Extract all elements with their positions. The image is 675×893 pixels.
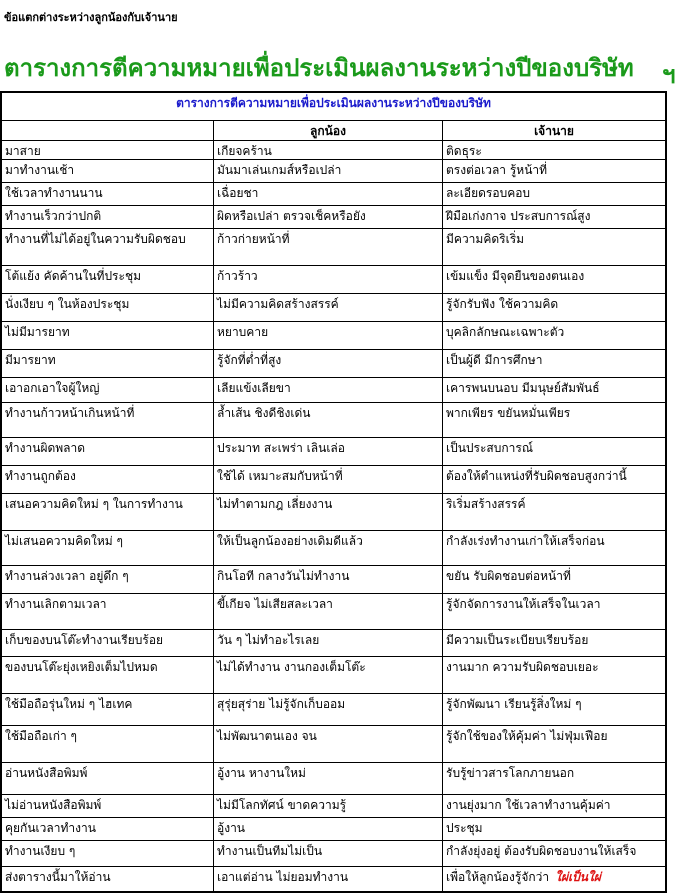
- cell-boss-text: เป็นประสบการณ์: [446, 441, 533, 455]
- cell-behavior: [1, 531, 214, 566]
- cell-subordinate: [214, 818, 443, 841]
- table-row: [1, 867, 666, 892]
- cell-behavior: [1, 206, 214, 229]
- cell-subordinate-text: ไม่มีโลกทัศน์ ขาดความรู้: [217, 798, 347, 812]
- cell-subordinate-text: ใช้ได้ เหมาะสมกับหน้าที่: [217, 469, 343, 483]
- cell-behavior-text: ของบนโต๊ะยุ่งเหยิงเต็มไปหมด: [5, 660, 158, 674]
- cell-subordinate: [214, 378, 443, 403]
- cell-boss-text: ติดธุระ: [446, 144, 482, 158]
- cell-subordinate-text: ผิดหรือเปล่า ตรวจเช็คหรือยัง: [217, 209, 366, 223]
- cell-boss-text: งานมาก ความรับผิดชอบเยอะ: [446, 660, 599, 674]
- cell-boss-text: มีความคิดริเริ่ม: [446, 232, 525, 246]
- cell-boss: [443, 694, 667, 726]
- cell-subordinate: [214, 229, 443, 266]
- table-row: [1, 206, 666, 229]
- cell-subordinate-text: ก้าวก่ายหน้าที่: [217, 232, 290, 246]
- cell-subordinate: [214, 160, 443, 183]
- table-row: [1, 141, 666, 160]
- table-row: [1, 566, 666, 594]
- cell-boss-text: งานยุ่งมาก ใช้เวลาทำงานคุ้มค่า: [446, 798, 611, 812]
- cell-behavior-text: ไม่อ่านหนังสือพิมพ์: [5, 798, 102, 812]
- table-title-row: [1, 92, 666, 121]
- cell-subordinate-text: ล้ำเส้น ชิงดีชิงเด่น: [217, 406, 311, 420]
- cell-boss-text: รู้จักพัฒนา เรียนรู้สิ่งใหม่ ๆ: [446, 697, 582, 711]
- cell-boss: [443, 494, 667, 531]
- cell-boss: [443, 378, 667, 403]
- cell-subordinate-text: มันมาเล่นเกมส์หรือเปล่า: [217, 163, 342, 177]
- cell-behavior-text: ไม่มีมารยาท: [5, 325, 70, 339]
- header-subordinate: ลูกน้อง: [214, 121, 443, 141]
- cell-behavior: [1, 322, 214, 350]
- cell-boss: [443, 763, 667, 795]
- cell-behavior: [1, 630, 214, 657]
- cell-subordinate-text: วัน ๆ ไม่ทำอะไรเลย: [217, 633, 320, 647]
- cell-subordinate: [214, 350, 443, 378]
- cell-subordinate: [214, 466, 443, 494]
- cell-boss-text: รู้จักใช้ของให้คุ้มค่า ไม่ฟุ่มเฟือย: [446, 729, 608, 743]
- cell-subordinate: [214, 594, 443, 630]
- cell-behavior-text: ทำงานเงียบ ๆ: [5, 844, 76, 858]
- cell-behavior: [1, 841, 214, 867]
- cell-boss-text: เข้มแข็ง มีจุดยืนของตนเอง: [446, 269, 585, 283]
- table-row: [1, 294, 666, 322]
- table-row: [1, 594, 666, 630]
- cell-boss-text: กำลังเร่งทำงานเก่าให้เสร็จก่อน: [446, 534, 605, 548]
- comparison-table: [0, 91, 667, 893]
- cell-behavior: [1, 294, 214, 322]
- cell-behavior: [1, 403, 214, 438]
- cell-behavior-text: ทำงานล่วงเวลา อยู่ดึก ๆ: [5, 569, 129, 583]
- cell-behavior: [1, 867, 214, 892]
- cell-subordinate: [214, 141, 443, 160]
- cell-boss: [443, 160, 667, 183]
- cell-subordinate-text: เลียแข้งเลียขา: [217, 381, 291, 395]
- cell-behavior: [1, 594, 214, 630]
- table-row: [1, 726, 666, 763]
- table-row: [1, 183, 666, 206]
- page-title-overflow: ฯ: [662, 61, 675, 89]
- cell-boss: [443, 795, 667, 818]
- cell-boss: [443, 566, 667, 594]
- cell-boss-text: กำลังยุ่งอยู่ ต้องรับผิดชอบงานให้เสร็จ: [446, 844, 637, 858]
- table-row: [1, 229, 666, 266]
- cell-boss: [443, 531, 667, 566]
- table-row: [1, 438, 666, 466]
- cell-behavior-text: ส่งตารางนี้มาให้อ่าน: [5, 870, 111, 884]
- cell-behavior-text: ทำงานก้าวหน้าเกินหน้าที่: [5, 406, 135, 420]
- cell-boss-text: ต้องให้ตำแหน่งที่รับผิดชอบสูงกว่านี้: [446, 469, 627, 483]
- cell-subordinate-text: ไม่มีความคิดสร้างสรรค์: [217, 297, 339, 311]
- cell-subordinate-text: ไม่ทำตามกฎ เลี่ยงงาน: [217, 497, 333, 511]
- cell-boss-text: บุคลิกลักษณะเฉพาะตัว: [446, 325, 565, 339]
- cell-behavior-text: ทำงานที่ไม่ได้อยู่ในความรับผิดชอบ: [5, 232, 186, 246]
- table-row: [1, 266, 666, 294]
- cell-behavior: [1, 378, 214, 403]
- cell-boss: [443, 141, 667, 160]
- cell-subordinate: [214, 841, 443, 867]
- table-row: [1, 841, 666, 867]
- cell-behavior: [1, 350, 214, 378]
- cell-boss-text: ขยัน รับผิดชอบต่อหน้าที่: [446, 569, 571, 583]
- table-row: [1, 466, 666, 494]
- cell-subordinate-text: อู้งาน: [217, 821, 246, 835]
- cell-behavior: [1, 657, 214, 694]
- cell-subordinate: [214, 795, 443, 818]
- table-row: [1, 763, 666, 795]
- cell-behavior-text: ใช้มือถือเก่า ๆ: [5, 729, 77, 743]
- cell-subordinate-text: อู้งาน หางานใหม่: [217, 766, 306, 780]
- cell-behavior-text: เก็บของบนโต๊ะทำงานเรียบร้อย: [5, 633, 164, 647]
- cell-subordinate-text: ไม่ได้ทำงาน งานกองเต็มโต๊ะ: [217, 660, 366, 674]
- cell-behavior-text: ทำงานเร็วกว่าปกติ: [5, 209, 102, 223]
- cell-subordinate-text: ไม่พัฒนาตนเอง จน: [217, 729, 317, 743]
- cell-behavior-text: นั่งเงียบ ๆ ในห้องประชุม: [5, 297, 130, 311]
- cell-boss: [443, 726, 667, 763]
- table-row: [1, 403, 666, 438]
- cell-boss: [443, 438, 667, 466]
- cell-behavior-text: ทำงานผิดพลาด: [5, 441, 86, 455]
- cell-behavior: [1, 266, 214, 294]
- cell-subordinate-text: สุรุ่ยสุร่าย ไม่รู้จักเก็บออม: [217, 697, 346, 711]
- cell-boss: [443, 350, 667, 378]
- table-row: [1, 795, 666, 818]
- table-header-row: [1, 121, 666, 141]
- cell-subordinate: [214, 694, 443, 726]
- cell-behavior-text: เอาอกเอาใจผู้ใหญ่: [5, 381, 100, 395]
- cell-behavior-text: อ่านหนังสือพิมพ์: [5, 766, 88, 780]
- table-row: [1, 322, 666, 350]
- cell-boss: [443, 183, 667, 206]
- cell-behavior: [1, 183, 214, 206]
- cell-subordinate: [214, 206, 443, 229]
- cell-boss: [443, 818, 667, 841]
- cell-boss-text: ฝีมือเก่งกาจ ประสบการณ์สูง: [446, 209, 591, 223]
- cell-subordinate-text: หยาบคาย: [217, 325, 269, 339]
- cell-boss-text: รู้จักรับฟัง ใช้ความคิด: [446, 297, 559, 311]
- cell-behavior: [1, 694, 214, 726]
- cell-boss: [443, 841, 667, 867]
- cell-boss: [443, 322, 667, 350]
- cell-subordinate: [214, 403, 443, 438]
- cell-boss: [443, 466, 667, 494]
- cell-behavior-text: มาทำงานเช้า: [5, 163, 75, 177]
- cell-subordinate: [214, 266, 443, 294]
- top-note: ข้อแตกต่างระหว่างลูกน้องกับเจ้านาย: [4, 11, 178, 24]
- cell-subordinate-text: เกียจคร้าน: [217, 144, 272, 158]
- cell-boss-text: รู้จักจัดการงานให้เสร็จในเวลา: [446, 597, 601, 611]
- cell-behavior: [1, 141, 214, 160]
- cell-behavior: [1, 160, 214, 183]
- table-row: [1, 160, 666, 183]
- cell-behavior-text: โต้แย้ง คัดค้านในที่ประชุม: [5, 269, 142, 283]
- cell-boss: [443, 206, 667, 229]
- table-row: [1, 494, 666, 531]
- cell-boss: [443, 266, 667, 294]
- cell-boss: [443, 867, 667, 892]
- emphasis-text: ใผ่เป็นใผ่: [555, 870, 601, 884]
- cell-behavior-text: ทำงานเลิกตามเวลา: [5, 597, 107, 611]
- cell-subordinate-text: เอาแต่อ่าน ไม่ยอมทำงาน: [217, 870, 349, 884]
- cell-boss: [443, 630, 667, 657]
- cell-boss-text: ประชุม: [446, 821, 483, 835]
- cell-behavior: [1, 763, 214, 795]
- cell-subordinate: [214, 494, 443, 531]
- cell-subordinate: [214, 183, 443, 206]
- cell-behavior: [1, 494, 214, 531]
- cell-boss: [443, 594, 667, 630]
- cell-boss-text: เพื่อให้ลูกน้องรู้จักว่า: [446, 870, 550, 884]
- cell-boss-text: ละเอียดรอบคอบ: [446, 186, 531, 200]
- table-row: [1, 350, 666, 378]
- cell-boss: [443, 403, 667, 438]
- table-row: [1, 630, 666, 657]
- header-boss: เจ้านาย: [443, 121, 667, 141]
- cell-behavior-text: มาสาย: [5, 144, 41, 158]
- cell-behavior-text: คุยกันเวลาทำงาน: [5, 821, 96, 835]
- cell-boss-text: เคารพนบนอบ มีมนุษย์สัมพันธ์: [446, 381, 600, 395]
- cell-subordinate: [214, 438, 443, 466]
- cell-behavior: [1, 438, 214, 466]
- cell-subordinate-text: ให้เป็นลูกน้องอย่างเดิมดีแล้ว: [217, 534, 363, 548]
- cell-subordinate-text: กินโอที กลางวันไม่ทำงาน: [217, 569, 350, 583]
- cell-boss: [443, 229, 667, 266]
- table-row: [1, 818, 666, 841]
- cell-boss-text: พากเพียร ขยันหมั่นเพียร: [446, 406, 571, 420]
- cell-subordinate: [214, 657, 443, 694]
- cell-behavior: [1, 229, 214, 266]
- cell-boss-text: มีความเป็นระเบียบเรียบร้อย: [446, 633, 589, 647]
- cell-behavior: [1, 795, 214, 818]
- cell-subordinate-text: ก้าวร้าว: [217, 269, 258, 283]
- cell-boss-text: เป็นผู้ดี มีการศึกษา: [446, 353, 543, 367]
- cell-subordinate: [214, 531, 443, 566]
- cell-behavior: [1, 566, 214, 594]
- cell-behavior: [1, 726, 214, 763]
- cell-behavior-text: เสนอความคิดใหม่ ๆ ในการทำงาน: [5, 497, 183, 511]
- cell-behavior-text: ใช้เวลาทำงานนาน: [5, 186, 103, 200]
- header-behavior: [1, 121, 214, 141]
- cell-boss: [443, 657, 667, 694]
- cell-subordinate-text: รู้จักที่ต่ำที่สูง: [217, 353, 282, 367]
- table-row: [1, 657, 666, 694]
- table-row: [1, 531, 666, 566]
- table-title: ตารางการตีความหมายเพื่อประเมินผลงานระหว่างปีของบริษัท: [1, 92, 666, 121]
- cell-behavior-text: มีมารยาท: [5, 353, 56, 367]
- cell-subordinate-text: ทำงานเป็นทีมไม่เป็น: [217, 844, 323, 858]
- cell-boss-text: ริเริ่มสร้างสรรค์: [446, 497, 526, 511]
- cell-subordinate: [214, 726, 443, 763]
- cell-subordinate: [214, 867, 443, 892]
- cell-behavior-text: ไม่เสนอความคิดใหม่ ๆ: [5, 534, 123, 548]
- cell-behavior-text: ทำงานถูกต้อง: [5, 469, 76, 483]
- page-title: ตารางการตีความหมายเพื่อประเมินผลงานระหว่างปีของบริษัท: [4, 54, 634, 82]
- cell-subordinate: [214, 294, 443, 322]
- cell-behavior-text: ใช้มือถือรุ่นใหม่ ๆ ไฮเทค: [5, 697, 133, 711]
- cell-boss-text: ตรงต่อเวลา รู้หน้าที่: [446, 163, 548, 177]
- cell-subordinate: [214, 566, 443, 594]
- cell-behavior: [1, 466, 214, 494]
- table-row: [1, 378, 666, 403]
- cell-subordinate-text: ประมาท สะเพร่า เลินเล่อ: [217, 441, 345, 455]
- cell-boss-text: รับรู้ข่าวสารโลกภายนอก: [446, 766, 575, 780]
- cell-subordinate-text: เฉื่อยชา: [217, 186, 259, 200]
- cell-subordinate: [214, 763, 443, 795]
- cell-behavior: [1, 818, 214, 841]
- cell-boss: [443, 294, 667, 322]
- cell-subordinate-text: ขี้เกียจ ไม่เสียสละเวลา: [217, 597, 333, 611]
- table-row: [1, 694, 666, 726]
- cell-subordinate: [214, 630, 443, 657]
- cell-subordinate: [214, 322, 443, 350]
